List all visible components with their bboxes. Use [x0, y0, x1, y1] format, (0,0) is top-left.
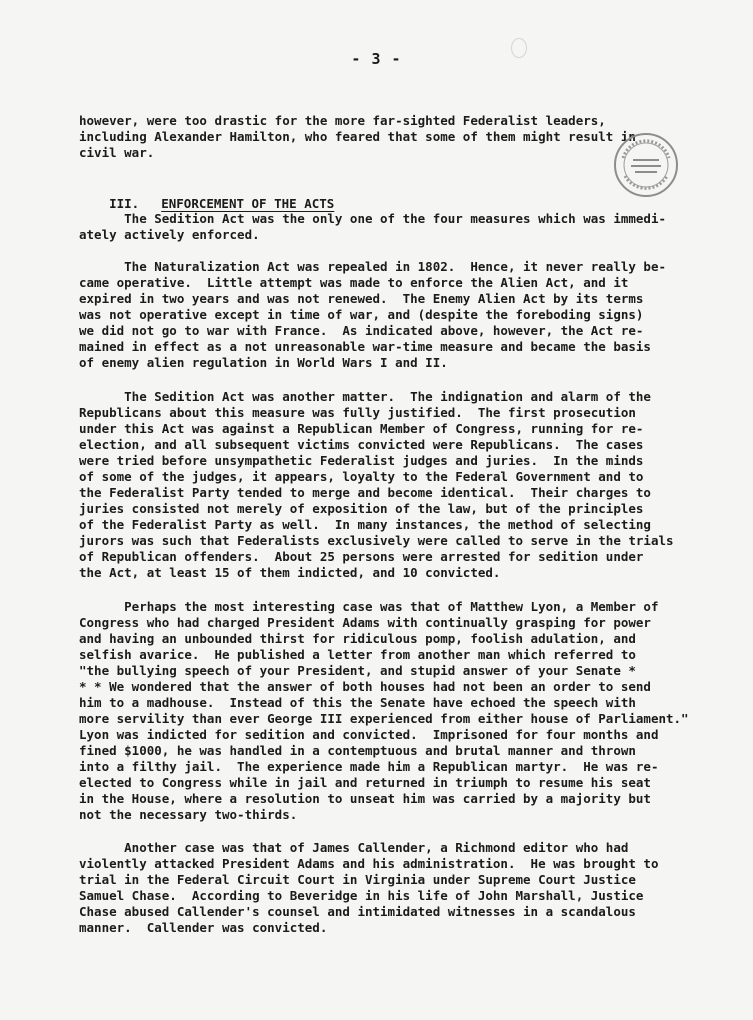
page-number: - 3 -: [351, 50, 402, 68]
paragraph-james-callender: Another case was that of James Callender, a Richmond editor who had violently attacked President Adams and his administration. He was brought to trial in the Federal Circuit Court in Virginia under Supreme Court Justice Samuel Chase. According to Beveridge in his life of John Marshall, Justice Chase abused Callender's counsel and intimidated witnesses in a scandalous manner. Callender was convicted.: [79, 840, 659, 935]
archives-stamp-icon: [611, 130, 681, 200]
section-title: ENFORCEMENT OF THE ACTS: [161, 196, 335, 211]
paragraph-sedition-act: The Sedition Act was another matter. The indignation and alarm of the Republicans about this measure was fully justified. The first prosecution under this Act was against a Republican Member of Congress, running for re- election, and all subsequent victims convicted were Republicans. The cases were tried before unsympathetic Federalist judges and juries. In the minds of some of the judges, it appears, loyalty to the Federal Government and to the Federalist Party tended to merge and become identical. Their charges to juries consisted not merely of exposition of the law, but of the principles of the Federalist Party as well. In many instances, the method of selecting jurors was such that Federalists exclusively were called to serve in the trials of Republican offenders. About 25 persons were arrested for sedition under the Act, at least 15 of them indicted, and 10 convicted.: [79, 389, 674, 580]
paragraph-matthew-lyon: Perhaps the most interesting case was that of Matthew Lyon, a Member of Congress who had charged President Adams with continually grasping for power and having an unbounded thirst for ridiculous pomp, foolish adulation, and selfish avarice. He published a letter from another man which referred to "the bullying speech of your President, and stupid answer of your Senate * * * We wondered that the answer of both houses had not been an order to send him to a madhouse. Instead of this the Senate have echoed the speech with more servility than ever George III experienced from either house of Parliament." Lyon was indicted for sedition and convicted. Imprisoned for four months and fined $1000, he was handled in a contemptuous and brutal manner and thrown into a filthy jail. The experience made him a Republican martyr. He was re- elected to Congress while in jail and returned in triumph to resume his seat in the House, where a resolution to unseat him was carried by a majority but not the necessary two-thirds.: [79, 599, 689, 822]
paragraph-continuation: however, were too drastic for the more far-sighted Federalist leaders, including Alexander Hamilton, who feared that some of them might result in civil war.: [79, 113, 636, 160]
paragraph-naturalization-act: The Naturalization Act was repealed in 1802. Hence, it never really be- came operative. Little attempt was made to enforce the Alien Act, and it expired in two years and was not renewed. The Enemy Alien Act by its terms was not operative except in time of war, and (despite the foreboding signs) we did not go to war with France. As indicated above, however, the Act re- mained in effect as a not unreasonable war-time measure and became the basis of enemy alien regulation in World Wars I and II.: [79, 259, 666, 370]
section-number: III.: [109, 196, 140, 211]
paragraph-sedition-enforced: The Sedition Act was the only one of the four measures which was immedi- ately actively enforced.: [79, 211, 666, 242]
